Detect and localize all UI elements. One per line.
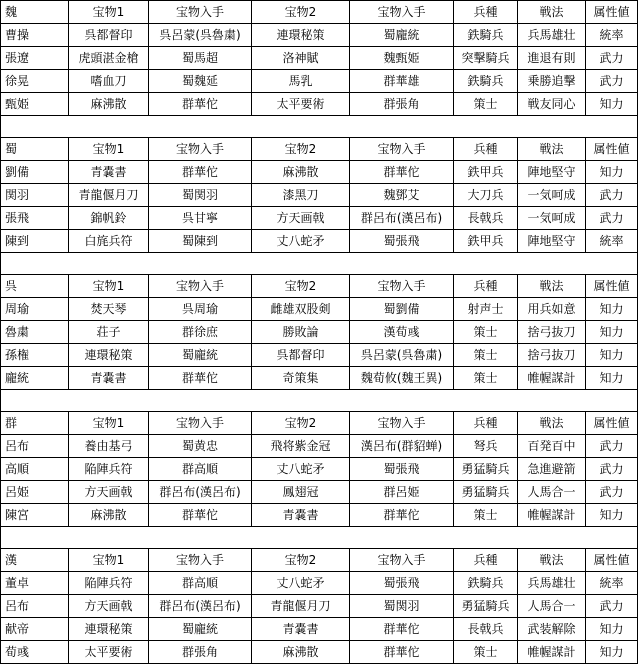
cell-name: 張遼 [1,47,69,70]
cell-treasure2: 連環秘策 [252,24,350,47]
column-header: 戦法 [518,138,586,161]
cell-treasure1-source: 蜀龐統 [149,618,252,641]
cell-treasure1: 虎頭湛金槍 [69,47,149,70]
cell-attribute: 知力 [586,93,638,116]
section-spacer [1,253,638,275]
cell-treasure1-source: 蜀馬超 [149,47,252,70]
cell-name: 周瑜 [1,298,69,321]
table-row [1,24,638,47]
cell-troop-type: 勇猛騎兵 [454,595,518,618]
cell-name: 呂布 [1,595,69,618]
cell-treasure2: 青龍偃月刀 [252,595,350,618]
cell-treasure1-source: 群華佗 [149,93,252,116]
table-row [1,298,638,321]
cell-treasure2-source: 蜀張飛 [350,572,454,595]
table-row [1,435,638,458]
cell-troop-type: 大刀兵 [454,184,518,207]
cell-treasure2-source: 魏甄姫 [350,47,454,70]
column-header: 属性値 [586,275,638,298]
cell-attribute: 統率 [586,24,638,47]
cell-name: 魯粛 [1,321,69,344]
column-header: 宝物入手 [350,275,454,298]
column-header: 宝物入手 [350,1,454,24]
cell-treasure2: 鳳翅冠 [252,481,350,504]
cell-name: 献帝 [1,618,69,641]
table-row [1,184,638,207]
faction-label: 呉 [1,275,69,298]
cell-treasure1: 呉都督印 [69,24,149,47]
cell-treasure2: 漆黑刀 [252,184,350,207]
column-header: 宝物入手 [350,412,454,435]
cell-tactic: 急進避箭 [518,458,586,481]
cell-attribute: 知力 [586,344,638,367]
cell-tactic: 武装解除 [518,618,586,641]
cell-attribute: 武力 [586,207,638,230]
cell-treasure1-source: 蜀陳到 [149,230,252,253]
column-header: 宝物2 [252,412,350,435]
cell-tactic: 兵馬雄壮 [518,24,586,47]
cell-treasure2-source: 蜀龐統 [350,24,454,47]
cell-troop-type: 長戟兵 [454,207,518,230]
table-row [1,47,638,70]
column-header: 宝物入手 [149,1,252,24]
cell-treasure1: 青龍偃月刀 [69,184,149,207]
cell-treasure1: 養由基弓 [69,435,149,458]
cell-treasure1-source: 群華佗 [149,504,252,527]
column-header: 宝物入手 [149,138,252,161]
spacer-cell [1,390,638,412]
cell-tactic: 陣地堅守 [518,230,586,253]
table-row [1,481,638,504]
cell-treasure2: 勝敗論 [252,321,350,344]
section-header-row [1,412,638,435]
cell-treasure1: 白旄兵符 [69,230,149,253]
cell-treasure1: 陥陣兵符 [69,572,149,595]
cell-attribute: 統率 [586,230,638,253]
cell-treasure2-source: 漢呂布(群貂蝉) [350,435,454,458]
cell-name: 甄姫 [1,93,69,116]
cell-troop-type: 勇猛騎兵 [454,458,518,481]
column-header: 宝物2 [252,1,350,24]
cell-treasure2-source: 群華雄 [350,70,454,93]
cell-attribute: 武力 [586,595,638,618]
cell-tactic: 進退有則 [518,47,586,70]
cell-treasure1-source: 呉周瑜 [149,298,252,321]
cell-treasure2: 丈八蛇矛 [252,572,350,595]
cell-attribute: 知力 [586,618,638,641]
cell-treasure1: 連環秘策 [69,618,149,641]
cell-attribute: 知力 [586,298,638,321]
cell-name: 孫権 [1,344,69,367]
cell-name: 陳到 [1,230,69,253]
cell-attribute: 知力 [586,321,638,344]
cell-tactic: 捨弓抜刀 [518,321,586,344]
cell-tactic: 人馬合一 [518,481,586,504]
column-header: 属性値 [586,1,638,24]
section-header-row [1,1,638,24]
cell-treasure1: 荘子 [69,321,149,344]
cell-attribute: 武力 [586,184,638,207]
column-header: 属性値 [586,412,638,435]
column-header: 属性値 [586,549,638,572]
cell-treasure2: 馬乳 [252,70,350,93]
cell-troop-type: 策士 [454,93,518,116]
cell-attribute: 知力 [586,641,638,664]
cell-treasure2: 麻沸散 [252,161,350,184]
cell-treasure2: 青嚢書 [252,618,350,641]
cell-troop-type: 長戟兵 [454,618,518,641]
table-row [1,458,638,481]
cell-troop-type: 策士 [454,367,518,390]
cell-tactic: 戦友同心 [518,93,586,116]
section-header-row [1,275,638,298]
column-header: 戦法 [518,549,586,572]
column-header: 宝物2 [252,138,350,161]
cell-name: 曹操 [1,24,69,47]
table-row [1,595,638,618]
spacer-cell [1,116,638,138]
cell-troop-type: 弩兵 [454,435,518,458]
cell-troop-type: 策士 [454,344,518,367]
cell-treasure1: 麻沸散 [69,93,149,116]
cell-tactic: 一気呵成 [518,207,586,230]
cell-troop-type: 射声士 [454,298,518,321]
cell-treasure1-source: 群高順 [149,458,252,481]
cell-name: 呂姫 [1,481,69,504]
cell-name: 劉備 [1,161,69,184]
cell-troop-type: 策士 [454,641,518,664]
cell-tactic: 乗勝追撃 [518,70,586,93]
column-header: 宝物入手 [149,549,252,572]
cell-treasure1: 錦帆鈴 [69,207,149,230]
cell-attribute: 武力 [586,458,638,481]
column-header: 属性値 [586,138,638,161]
cell-treasure2-source: 蜀関羽 [350,595,454,618]
cell-name: 関羽 [1,184,69,207]
cell-treasure2-source: 蜀張飛 [350,458,454,481]
cell-treasure2-source: 蜀劉備 [350,298,454,321]
cell-name: 荀彧 [1,641,69,664]
cell-attribute: 統率 [586,572,638,595]
cell-treasure2: 太平要術 [252,93,350,116]
cell-name: 呂布 [1,435,69,458]
cell-troop-type: 突撃騎兵 [454,47,518,70]
cell-tactic: 一気呵成 [518,184,586,207]
column-header: 戦法 [518,1,586,24]
column-header: 兵種 [454,549,518,572]
cell-tactic: 捨弓抜刀 [518,344,586,367]
cell-tactic: 用兵如意 [518,298,586,321]
cell-treasure1: 青嚢書 [69,367,149,390]
cell-treasure1-source: 蜀魏延 [149,70,252,93]
cell-tactic: 帷幄謀計 [518,367,586,390]
cell-treasure2: 丈八蛇矛 [252,458,350,481]
column-header: 兵種 [454,138,518,161]
cell-treasure2: 丈八蛇矛 [252,230,350,253]
table-row [1,572,638,595]
column-header: 宝物1 [69,549,149,572]
cell-troop-type: 勇猛騎兵 [454,481,518,504]
table-row [1,207,638,230]
column-header: 宝物入手 [149,275,252,298]
table-row [1,367,638,390]
column-header: 兵種 [454,412,518,435]
column-header: 兵種 [454,275,518,298]
cell-troop-type: 鉄騎兵 [454,572,518,595]
cell-attribute: 武力 [586,47,638,70]
faction-label: 群 [1,412,69,435]
cell-troop-type: 鉄騎兵 [454,24,518,47]
cell-treasure1: 麻沸散 [69,504,149,527]
cell-treasure2: 呉都督印 [252,344,350,367]
cell-treasure1-source: 呉甘寧 [149,207,252,230]
cell-name: 張飛 [1,207,69,230]
table-row [1,504,638,527]
cell-treasure1: 方天画戟 [69,595,149,618]
cell-treasure2-source: 群華佗 [350,641,454,664]
faction-label: 蜀 [1,138,69,161]
column-header: 戦法 [518,275,586,298]
cell-treasure2-source: 魏鄧艾 [350,184,454,207]
table-row [1,321,638,344]
cell-treasure1: 青嚢書 [69,161,149,184]
cell-treasure1: 連環秘策 [69,344,149,367]
cell-attribute: 知力 [586,161,638,184]
cell-attribute: 知力 [586,367,638,390]
table-row [1,618,638,641]
column-header: 宝物入手 [350,549,454,572]
cell-treasure1-source: 群華佗 [149,161,252,184]
column-header: 宝物入手 [350,138,454,161]
cell-treasure2: 青嚢書 [252,504,350,527]
cell-treasure1-source: 蜀黄忠 [149,435,252,458]
cell-treasure2-source: 群呂布(漢呂布) [350,207,454,230]
cell-treasure1-source: 蜀関羽 [149,184,252,207]
cell-attribute: 知力 [586,504,638,527]
cell-attribute: 武力 [586,70,638,93]
cell-treasure1-source: 群徐庶 [149,321,252,344]
cell-treasure2-source: 群華佗 [350,618,454,641]
cell-treasure1: 太平要術 [69,641,149,664]
cell-treasure2-source: 魏荀攸(魏王異) [350,367,454,390]
cell-tactic: 陣地堅守 [518,161,586,184]
cell-troop-type: 鉄騎兵 [454,70,518,93]
cell-treasure2-source: 蜀張飛 [350,230,454,253]
cell-attribute: 武力 [586,435,638,458]
cell-treasure2: 洛神賦 [252,47,350,70]
column-header: 宝物1 [69,138,149,161]
cell-name: 陳宮 [1,504,69,527]
table-row [1,93,638,116]
section-header-row [1,138,638,161]
column-header: 宝物2 [252,549,350,572]
cell-tactic: 帷幄謀計 [518,641,586,664]
column-header: 宝物1 [69,1,149,24]
cell-tactic: 人馬合一 [518,595,586,618]
section-spacer [1,116,638,138]
cell-treasure1: 陥陣兵符 [69,458,149,481]
cell-treasure1: 嗜血刀 [69,70,149,93]
cell-treasure1-source: 呉呂蒙(呉魯粛) [149,24,252,47]
cell-name: 高順 [1,458,69,481]
cell-treasure2: 方天画戟 [252,207,350,230]
cell-tactic: 兵馬雄壮 [518,572,586,595]
cell-treasure2-source: 呉呂蒙(呉魯粛) [350,344,454,367]
cell-tactic: 帷幄謀計 [518,504,586,527]
cell-treasure1: 焚天琴 [69,298,149,321]
sheet-body [1,1,638,664]
column-header: 宝物1 [69,275,149,298]
column-header: 兵種 [454,1,518,24]
cell-treasure2-source: 群華佗 [350,161,454,184]
cell-treasure1-source: 群張角 [149,641,252,664]
cell-treasure2: 飛将紫金冠 [252,435,350,458]
table-row [1,641,638,664]
column-header: 宝物2 [252,275,350,298]
table-row [1,161,638,184]
cell-troop-type: 鉄甲兵 [454,161,518,184]
cell-treasure2: 雌雄双股剣 [252,298,350,321]
cell-treasure2: 麻沸散 [252,641,350,664]
cell-treasure1-source: 群高順 [149,572,252,595]
section-spacer [1,390,638,412]
table-row [1,344,638,367]
column-header: 戦法 [518,412,586,435]
section-header-row [1,549,638,572]
faction-label: 漢 [1,549,69,572]
faction-label: 魏 [1,1,69,24]
cell-treasure1: 方天画戟 [69,481,149,504]
cell-name: 徐晃 [1,70,69,93]
cell-treasure1-source: 群華佗 [149,367,252,390]
cell-troop-type: 鉄甲兵 [454,230,518,253]
cell-troop-type: 策士 [454,321,518,344]
column-header: 宝物1 [69,412,149,435]
table-row [1,70,638,93]
cell-name: 董卓 [1,572,69,595]
cell-treasure2-source: 漢荀彧 [350,321,454,344]
cell-treasure2-source: 群呂姫 [350,481,454,504]
cell-treasure2: 奇策集 [252,367,350,390]
spacer-cell [1,253,638,275]
cell-treasure2-source: 群張角 [350,93,454,116]
column-header: 宝物入手 [149,412,252,435]
cell-tactic: 百発百中 [518,435,586,458]
cell-attribute: 武力 [586,481,638,504]
cell-troop-type: 策士 [454,504,518,527]
table-row [1,230,638,253]
cell-treasure1-source: 蜀龐統 [149,344,252,367]
cell-treasure1-source: 群呂布(漢呂布) [149,595,252,618]
cell-name: 龐統 [1,367,69,390]
cell-treasure1-source: 群呂布(漢呂布) [149,481,252,504]
cell-treasure2-source: 群華佗 [350,504,454,527]
section-spacer [1,527,638,549]
spacer-cell [1,527,638,549]
